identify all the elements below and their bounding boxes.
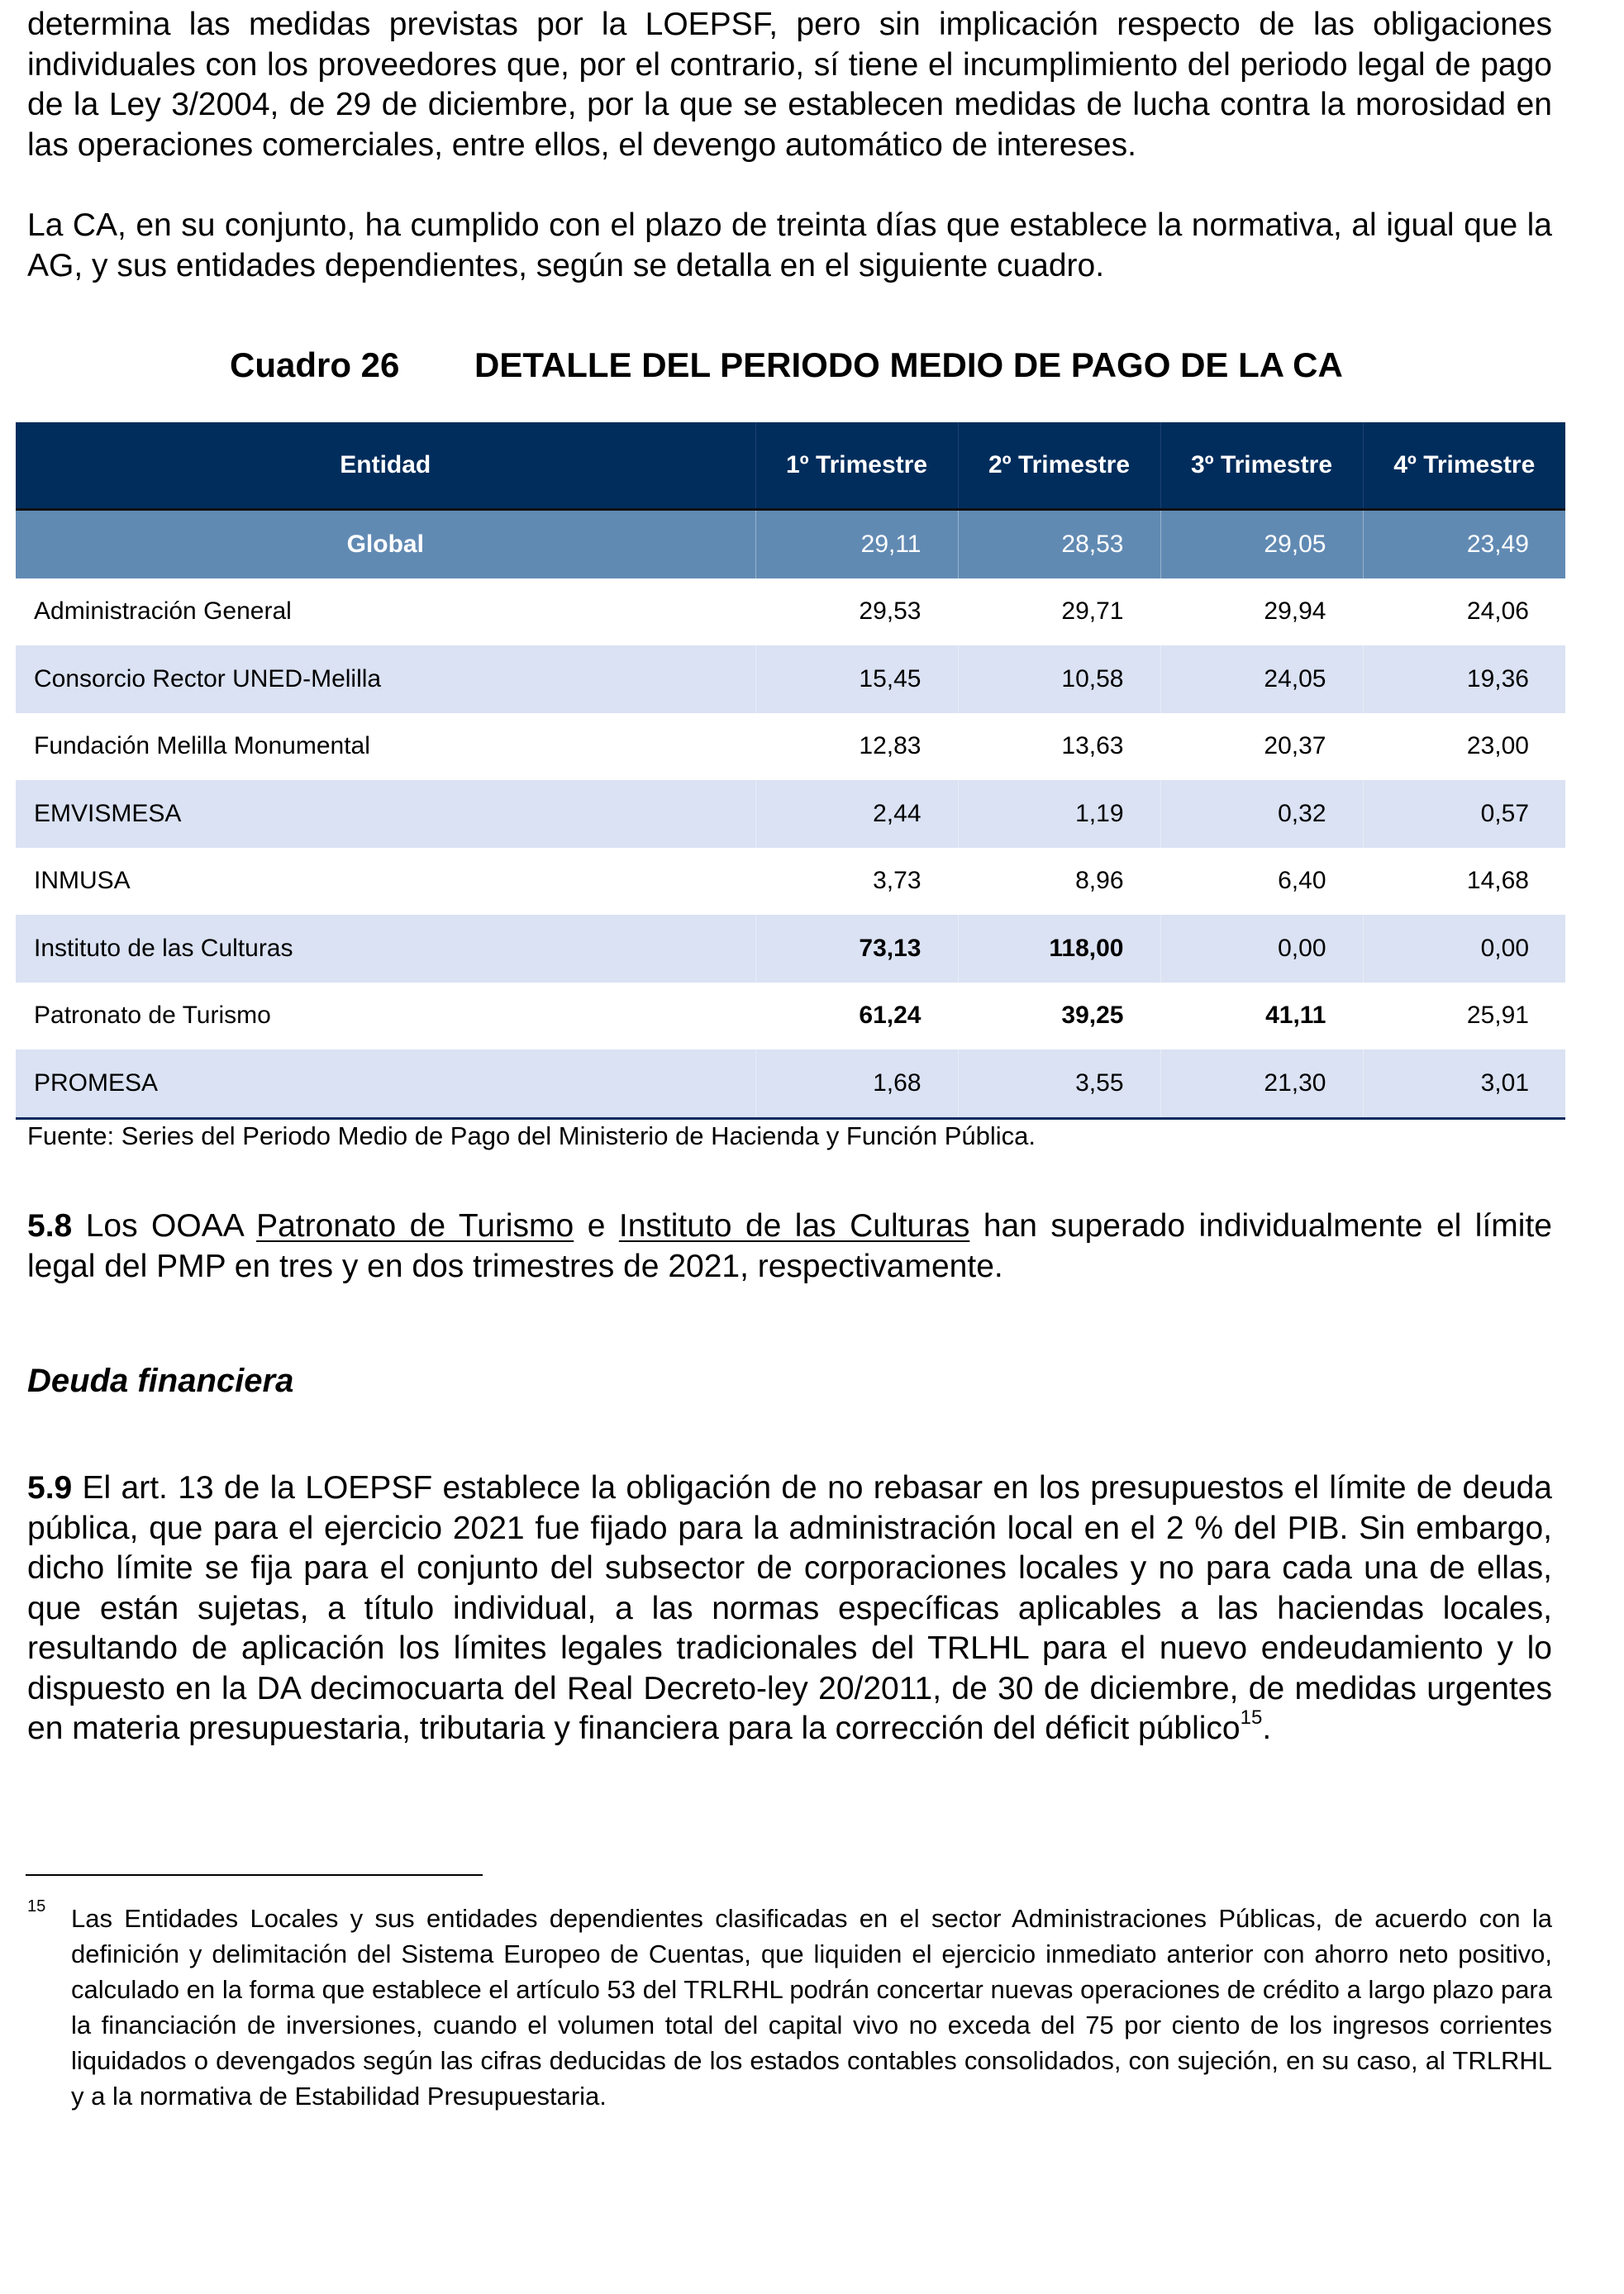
column-header-q3: 3º Trimestre <box>1160 422 1363 510</box>
column-header-q1: 1º Trimestre <box>755 422 958 510</box>
value-cell: 29,71 <box>958 578 1160 646</box>
value-cell: 39,25 <box>958 983 1160 1050</box>
value-cell: 3,01 <box>1363 1049 1565 1118</box>
entity-cell: Administración General <box>16 578 755 646</box>
paragraph-text: han superado individualmente el límite legal del PMP en tres y en dos trimestres de 2021, respectivamente. <box>27 1208 1552 1284</box>
value-cell: 0,00 <box>1363 915 1565 983</box>
body-paragraph-1: determina las medidas previstas por la LOEPSF, pero sin implicación respecto de las obligaciones individuales con los proveedores que, por el contrario, sí tiene el incumplimiento del periodo legal de pago de la Ley 3/2004, de 29 de diciembre, por la que se establecen medidas de lucha contra la morosidad en las operaciones comerciales, entre ellos, el devengo automático de intereses. <box>27 7 1552 163</box>
column-header-q4: 4º Trimestre <box>1363 422 1565 510</box>
value-cell: 3,55 <box>958 1049 1160 1118</box>
table-row <box>16 780 1565 848</box>
paragraph-text: El art. 13 de la LOEPSF establece la obligación de no rebasar en los presupuestos el límite de deuda pública, que para el ejercicio 2021 fue fijado para la administración local en el 2 % del PIB. Sin embargo, dicho límite se fija para el conjunto del subsector de corporaciones locales y no para cada una de ellas, que están sujetas, a título individual, a las normas específicas aplicables a las haciendas locales, resultando de aplicación los límites legales tradicionales del TRLHL para el nuevo endeudamiento y lo dispuesto en la DA decimocuarta del Real Decreto-ley 20/2011, de 30 de diciembre, de medidas urgentes en materia presupuestaria, tributaria y financiera para la corrección del déficit público <box>27 1470 1552 1746</box>
pmp-table <box>16 422 1565 1120</box>
value-cell: 21,30 <box>1160 1049 1363 1118</box>
value-cell: 0,32 <box>1160 780 1363 848</box>
value-cell: 0,57 <box>1363 780 1565 848</box>
paragraph-number: 5.8 <box>27 1208 73 1244</box>
footnote-reference[interactable]: 15 <box>1240 1706 1263 1729</box>
value-cell: 23,49 <box>1363 510 1565 578</box>
value-cell: 25,91 <box>1363 983 1565 1050</box>
table-title: DETALLE DEL PERIODO MEDIO DE PAGO DE LA CA <box>474 345 1343 384</box>
table-header-row <box>16 422 1565 510</box>
table-row-global <box>16 510 1565 578</box>
paragraph-number: 5.9 <box>27 1470 73 1506</box>
value-cell: 1,68 <box>755 1049 958 1118</box>
footnote-15 <box>27 1897 1552 2114</box>
paragraph-5-9 <box>27 1468 1552 1749</box>
entity-cell: Patronato de Turismo <box>16 983 755 1050</box>
table-row <box>16 915 1565 983</box>
paragraph-end: . <box>1262 1711 1272 1746</box>
value-cell: 118,00 <box>958 915 1160 983</box>
value-cell: 0,00 <box>1160 915 1363 983</box>
table-row <box>16 848 1565 916</box>
value-cell: 15,45 <box>755 645 958 713</box>
value-cell: 14,68 <box>1363 848 1565 916</box>
value-cell: 2,44 <box>755 780 958 848</box>
column-header-q2: 2º Trimestre <box>958 422 1160 510</box>
value-cell: 29,94 <box>1160 578 1363 646</box>
value-cell: 1,19 <box>958 780 1160 848</box>
entity-cell: Fundación Melilla Monumental <box>16 713 755 781</box>
value-cell: 10,58 <box>958 645 1160 713</box>
value-cell: 28,53 <box>958 510 1160 578</box>
value-cell: 24,05 <box>1160 645 1363 713</box>
value-cell: 3,73 <box>755 848 958 916</box>
value-cell: 29,53 <box>755 578 958 646</box>
section-heading-deuda-financiera: Deuda financiera <box>27 1363 294 1399</box>
entity-cell: PROMESA <box>16 1049 755 1118</box>
table-row <box>16 983 1565 1050</box>
value-cell: 24,06 <box>1363 578 1565 646</box>
table-caption <box>0 344 1624 387</box>
footnote-mark: 15 <box>27 1897 46 1916</box>
footnote-text: Las Entidades Locales y sus entidades dependientes clasificadas en el sector Administraciones Públicas, de acuerdo con la definición y delimitación del Sistema Europeo de Cuentas, que liquiden el ejercicio inmediato anterior con ahorro neto positivo, calculado en la forma que establece el artículo 53 del TRLRHL podrán concertar nuevas operaciones de crédito a largo plazo para la financiación de inversiones, cuando el volumen total del capital vivo no exceda del 75 por ciento de los ingresos corrientes liquidados o devengados según las cifras deducidas de los estados contables consolidados, con sujeción, en su caso, al TRLRHL y a la normativa de Estabilidad Presupuestaria. <box>71 1904 1552 2111</box>
underlined-entity-instituto: Instituto de las Culturas <box>618 1208 970 1244</box>
entity-cell: Instituto de las Culturas <box>16 915 755 983</box>
paragraph-text: e <box>574 1208 619 1244</box>
table-row <box>16 713 1565 781</box>
entity-cell: EMVISMESA <box>16 780 755 848</box>
entity-cell: INMUSA <box>16 848 755 916</box>
column-header-entidad: Entidad <box>16 422 755 510</box>
value-cell: 29,11 <box>755 510 958 578</box>
value-cell: 61,24 <box>755 983 958 1050</box>
table-row <box>16 645 1565 713</box>
table-row <box>16 578 1565 646</box>
value-cell: 8,96 <box>958 848 1160 916</box>
footnote-separator <box>26 1874 483 1876</box>
value-cell: 41,11 <box>1160 983 1363 1050</box>
table-row <box>16 1049 1565 1118</box>
value-cell: 19,36 <box>1363 645 1565 713</box>
value-cell: 6,40 <box>1160 848 1363 916</box>
table-source-note: Fuente: Series del Periodo Medio de Pago del Ministerio de Hacienda y Función Pública. <box>27 1121 1036 1150</box>
paragraph-text: Los OOAA <box>72 1208 257 1244</box>
body-paragraph-2: La CA, en su conjunto, ha cumplido con el plazo de treinta días que establece la normativa, al igual que la AG, y sus entidades dependientes, según se detalla en el siguiente cuadro. <box>27 207 1552 283</box>
value-cell: 29,05 <box>1160 510 1363 578</box>
entity-cell: Global <box>16 510 755 578</box>
value-cell: 12,83 <box>755 713 958 781</box>
table-number: Cuadro 26 <box>230 345 400 384</box>
value-cell: 73,13 <box>755 915 958 983</box>
value-cell: 20,37 <box>1160 713 1363 781</box>
entity-cell: Consorcio Rector UNED-Melilla <box>16 645 755 713</box>
underlined-entity-patronato: Patronato de Turismo <box>256 1208 574 1244</box>
value-cell: 13,63 <box>958 713 1160 781</box>
paragraph-5-8 <box>27 1206 1552 1287</box>
value-cell: 23,00 <box>1363 713 1565 781</box>
